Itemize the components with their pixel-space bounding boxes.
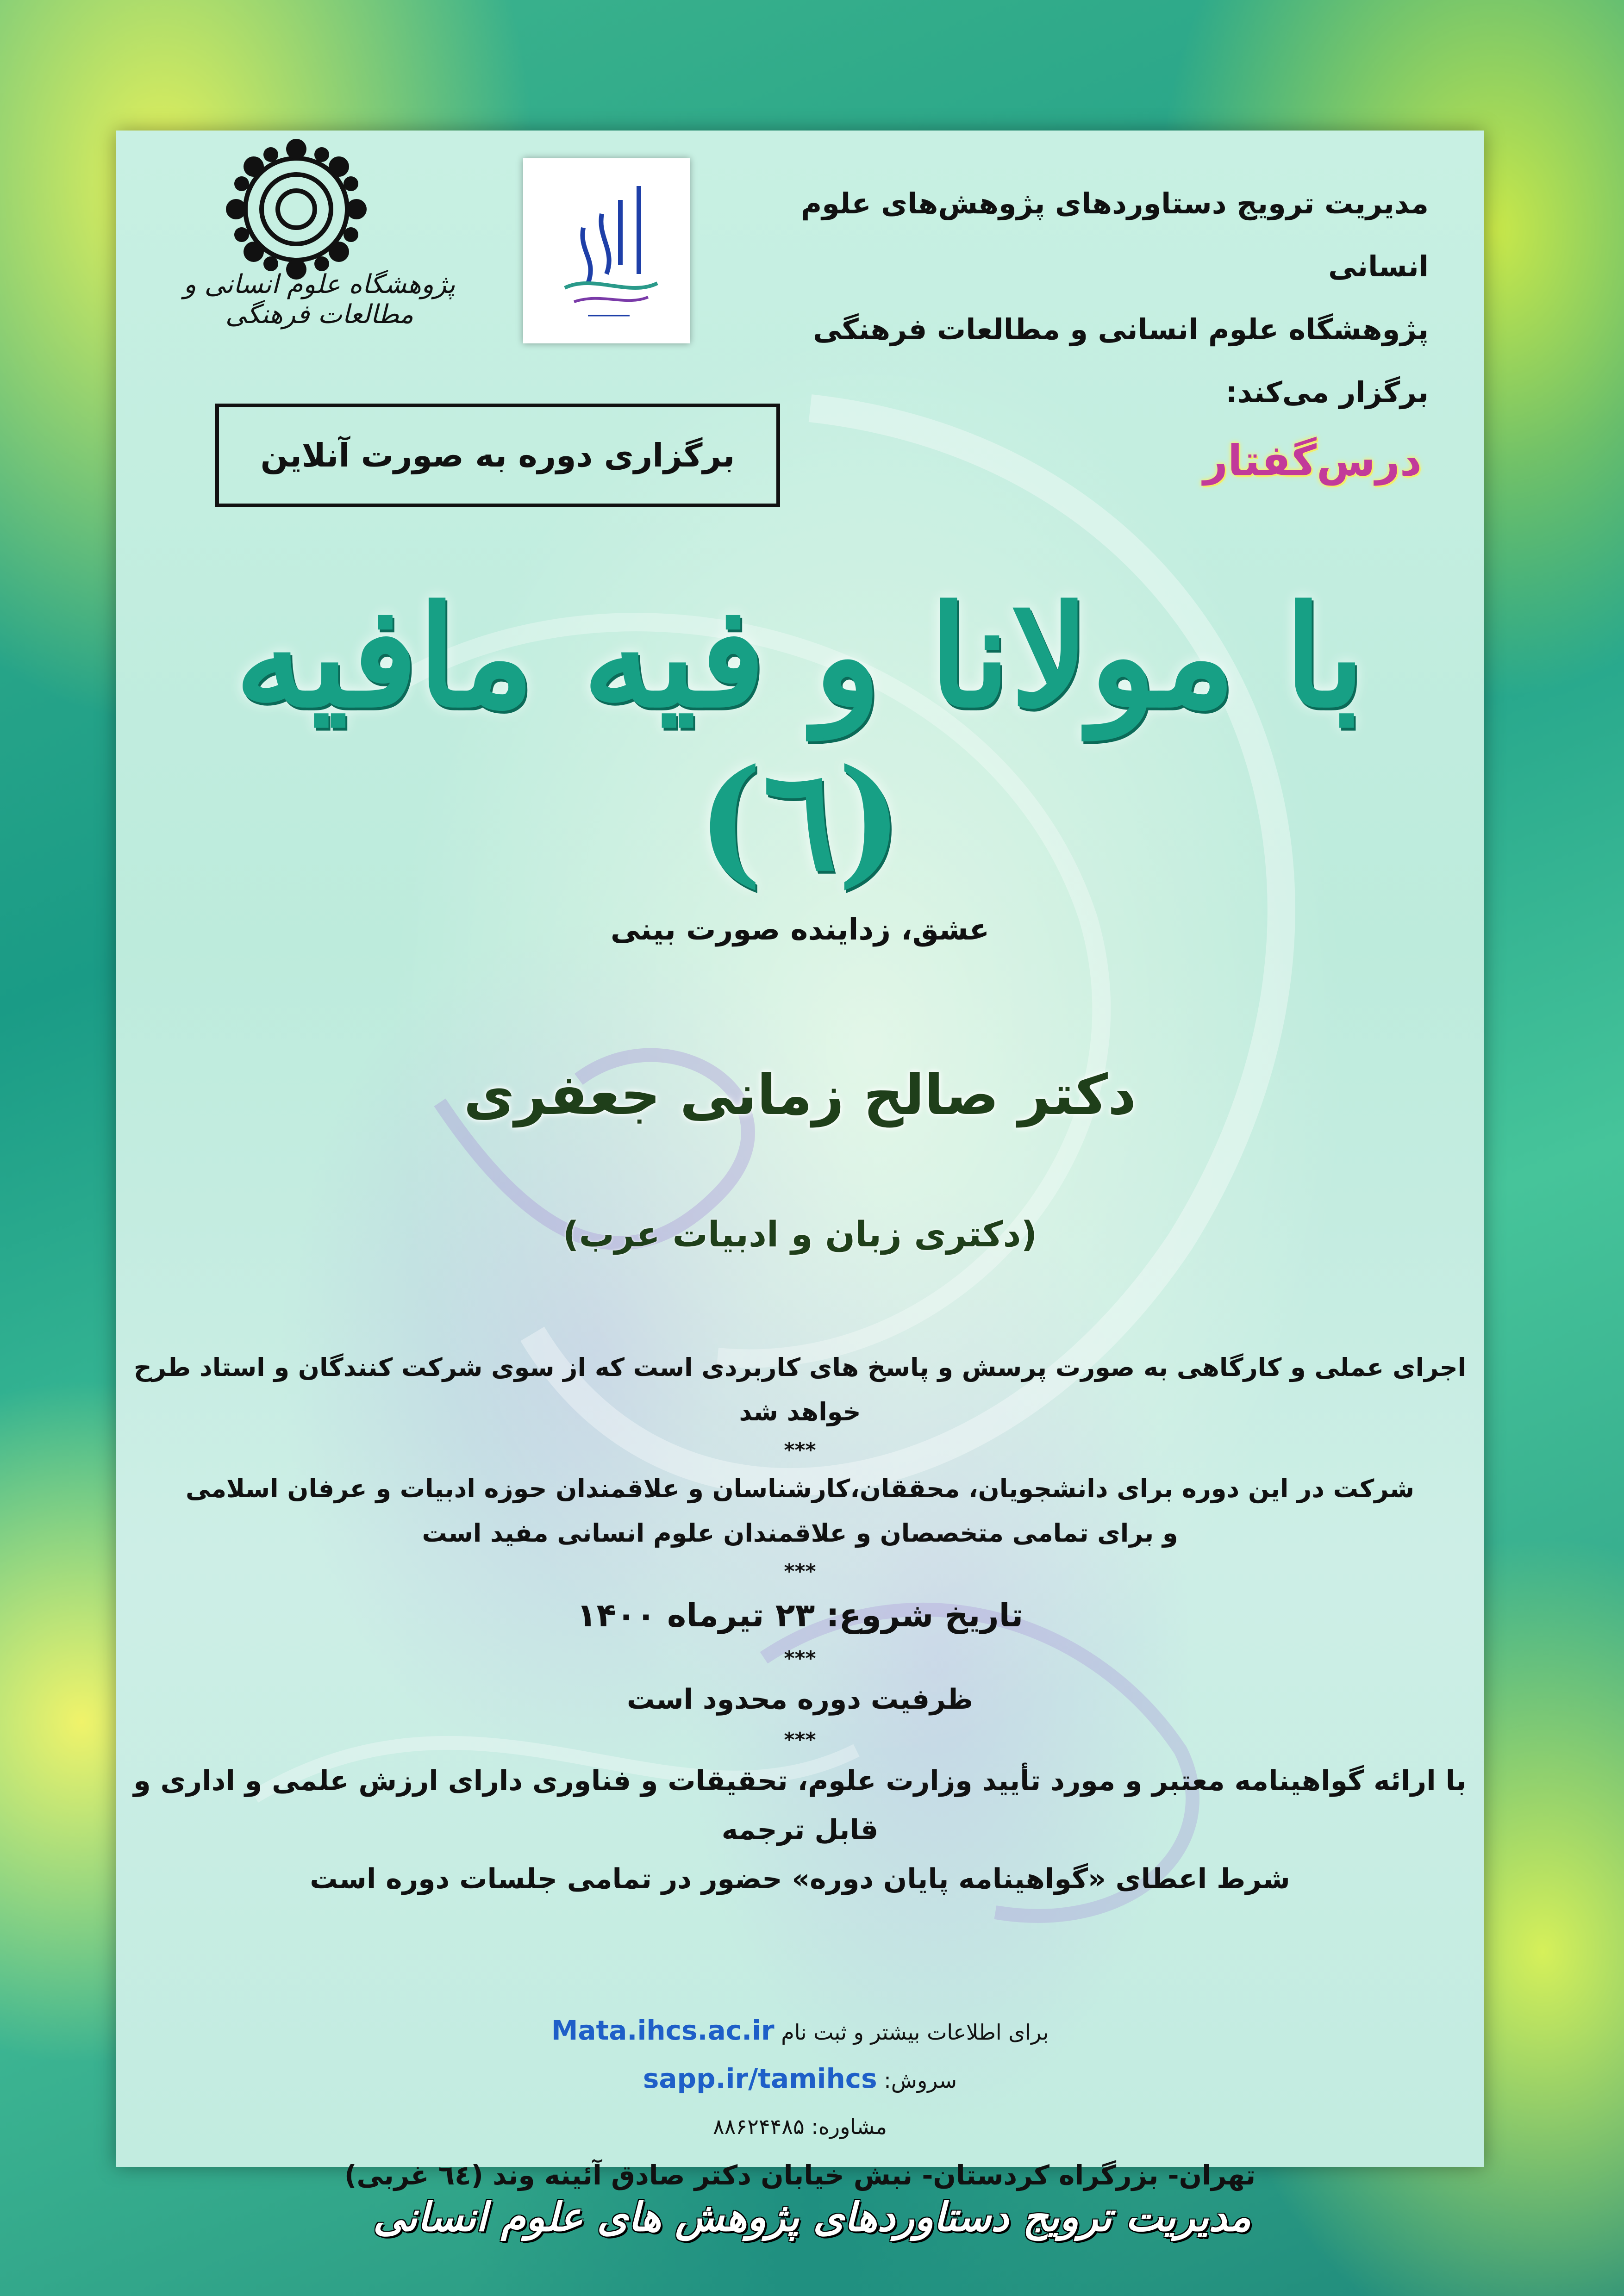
soroush-label: سروش: <box>884 2068 957 2093</box>
course-calligraphy-logo-icon <box>523 158 690 343</box>
online-notice-text: برگزاری دوره به صورت آنلاین <box>260 436 735 474</box>
poster-panel <box>116 131 1484 2191</box>
separator: *** <box>784 1728 816 1752</box>
separator: *** <box>784 1438 816 1462</box>
info-label: برای اطلاعات بیشتر و ثبت نام <box>781 2020 1049 2045</box>
separator: *** <box>784 1647 816 1670</box>
series-label: درس‌گفتار <box>1203 436 1422 485</box>
address: تهران- بزرگراه کردستان- نبش خیابان دکتر صادق آئینه وند (٦٤ غربی) <box>344 2159 1256 2191</box>
certificate-line-1: با ارائه گواهینامه معتبر و مورد تأیید وزارت علوم، تحقیقات و فناوری دارای ارزش علمی و اداری و قابل ترجمه <box>133 1765 1467 1846</box>
course-description <box>116 1345 1484 1904</box>
organizer-line-3: برگزار می‌کند: <box>1225 375 1429 409</box>
contact-block <box>116 2007 1484 2201</box>
lecturer-name: دکتر صالح زمانی جعفری <box>463 1063 1137 1127</box>
soroush-link[interactable]: sapp.ir/tamihcs <box>643 2063 877 2094</box>
footer-organizer: مدیریت ترویج دستاوردهای پژوهش های علوم انسانی <box>373 2194 1251 2240</box>
description-paragraph-2-line-2: و برای تمامی متخصصان و علاقمندان علوم انسانی مفید است <box>422 1518 1178 1548</box>
description-paragraph-2-line-1: شرکت در این دوره برای دانشجویان، محققان،کارشناسان و علاقمندان حوزه ادبیات و عرفان اسلامی <box>185 1474 1415 1503</box>
online-notice-box <box>215 404 780 507</box>
certificate-line-2: شرط اعطای «گواهینامه پایان دوره» حضور در تمامی جلسات دوره است <box>310 1863 1290 1895</box>
course-title: با مولانا و فیه مافیه (٦) <box>235 575 1365 902</box>
consult-label: مشاوره: <box>811 2114 887 2139</box>
institute-caption: پژوهشگاه علوم انسانی و مطالعات فرهنگی <box>183 269 456 330</box>
website-link[interactable]: Mata.ihcs.ac.ir <box>551 2015 775 2046</box>
description-paragraph-1: اجرای عملی و کارگاهی به صورت پرسش و پاسخ های کاربردی است که از سوی شرکت کنندگان و استاد طرح خواهد شد <box>133 1353 1467 1426</box>
soroush-row <box>116 2055 1484 2103</box>
capacity-notice: ظرفیت دوره محدود است <box>626 1683 974 1716</box>
consult-row <box>116 2103 1484 2150</box>
lecturer-degree: (دکتری زبان و ادبیات عرب) <box>562 1213 1037 1255</box>
organizer-line-1: مدیریت ترویج دستاوردهای پژوهش‌های علوم انسانی <box>800 187 1429 283</box>
course-subtitle: عشق، زداینده صورت بینی <box>610 913 990 947</box>
institute-logo-icon <box>222 135 370 283</box>
organizer-line-2: پژوهشگاه علوم انسانی و مطالعات فرهنگی <box>813 312 1429 346</box>
separator: *** <box>784 1560 816 1583</box>
website-row <box>116 2007 1484 2055</box>
start-date: تاریخ شروع: ۲۳ تیرماه ۱۴۰۰ <box>576 1596 1024 1634</box>
phone-number: ۸۸۶۲۴۴۸۵ <box>713 2114 805 2139</box>
organizer-block <box>734 172 1429 424</box>
course-logo <box>523 158 690 343</box>
